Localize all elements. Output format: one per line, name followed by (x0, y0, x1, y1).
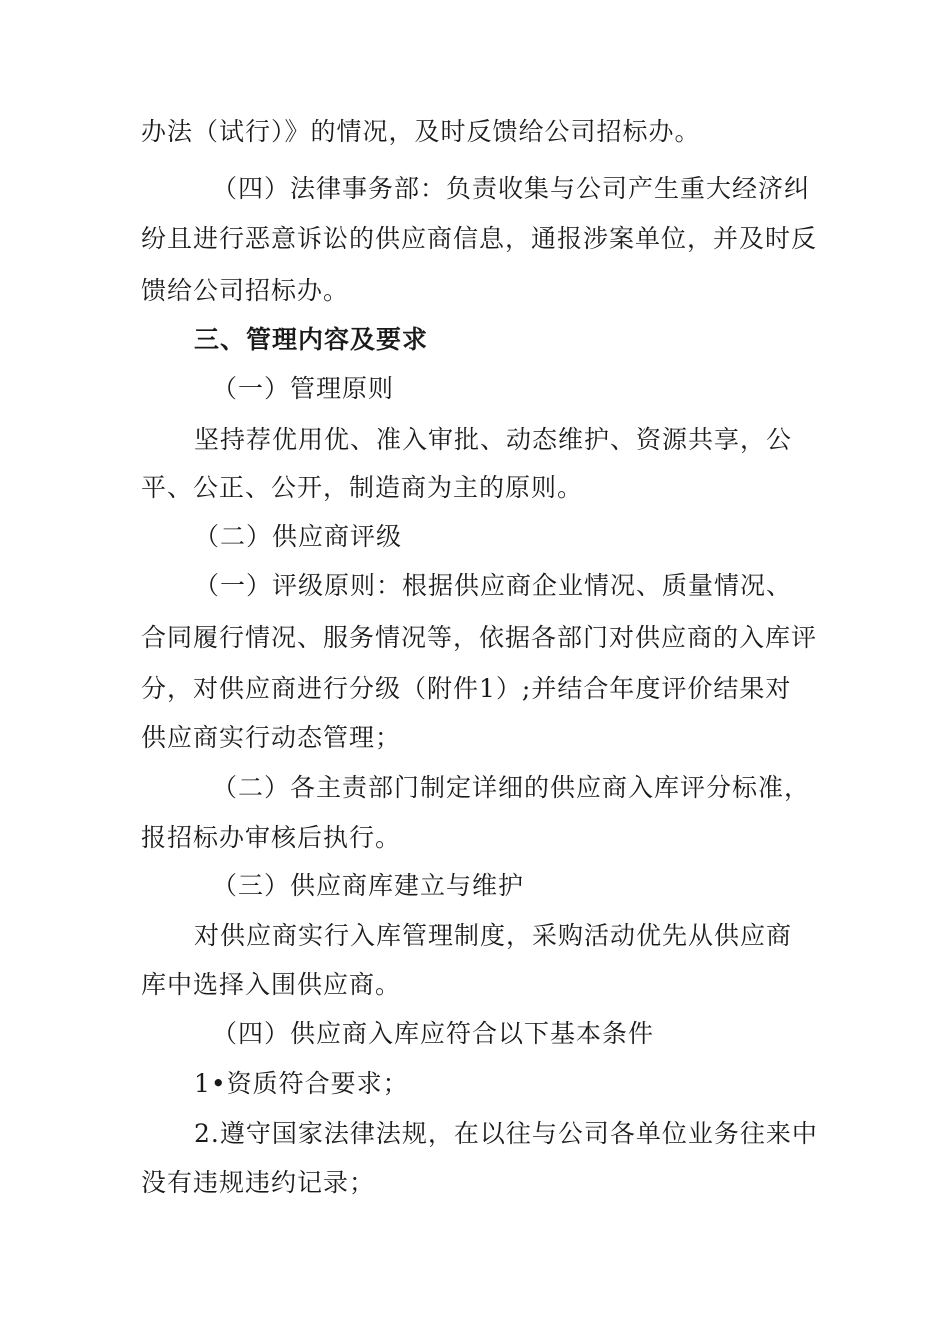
list-item-2: 2.遵守国家法律法规，在以往与公司各单位业务往来中 (194, 1119, 818, 1148)
subheading-rating: （二）供应商评级 (194, 522, 403, 551)
paragraph-line-13: 供应商实行动态管理； (141, 723, 402, 752)
section-heading: 三、管理内容及要求 (194, 325, 429, 354)
paragraph-line-18: 库中选择入围供应商。 (141, 970, 402, 999)
paragraph-line-12: 分，对供应商进行分级（附件1）;并结合年度评价结果对 (141, 674, 792, 703)
paragraph-line-17: 对供应商实行入库管理制度，采购活动优先从供应商 (194, 921, 793, 950)
list-item-2-continuation: 没有违规违约记录； (141, 1168, 376, 1197)
paragraph-line-15: 报招标办审核后执行。 (141, 823, 402, 852)
paragraph-line-7: 坚持荐优用优、准入审批、动态维护、资源共享，公 (194, 425, 793, 454)
paragraph-line-2: （四）法律事务部：负责收集与公司产生重大经济纠 (212, 174, 811, 203)
subheading-supplier-library: （三）供应商库建立与维护 (212, 871, 525, 900)
paragraph-line-4: 馈给公司招标办。 (141, 276, 350, 305)
paragraph-line-10: （一）评级原则：根据供应商企业情况、质量情况、 (194, 571, 793, 600)
subheading-conditions: （四）供应商入库应符合以下基本条件 (212, 1019, 655, 1048)
paragraph-line-8: 平、公正、公开，制造商为主的原则。 (141, 473, 584, 502)
paragraph-line-11: 合同履行情况、服务情况等，依据各部门对供应商的入库评 (141, 623, 818, 652)
paragraph-line-3: 纷且进行恶意诉讼的供应商信息，通报涉案单位，并及时反 (141, 224, 818, 253)
paragraph-line-1: 办法（试行）》的情况，及时反馈给公司招标办。 (141, 117, 701, 146)
list-item-1: 1•资质符合要求； (194, 1069, 409, 1098)
paragraph-line-14: （二）各主责部门制定详细的供应商入库评分标准， (212, 773, 811, 802)
subheading-principle: （一）管理原则 (212, 374, 395, 403)
